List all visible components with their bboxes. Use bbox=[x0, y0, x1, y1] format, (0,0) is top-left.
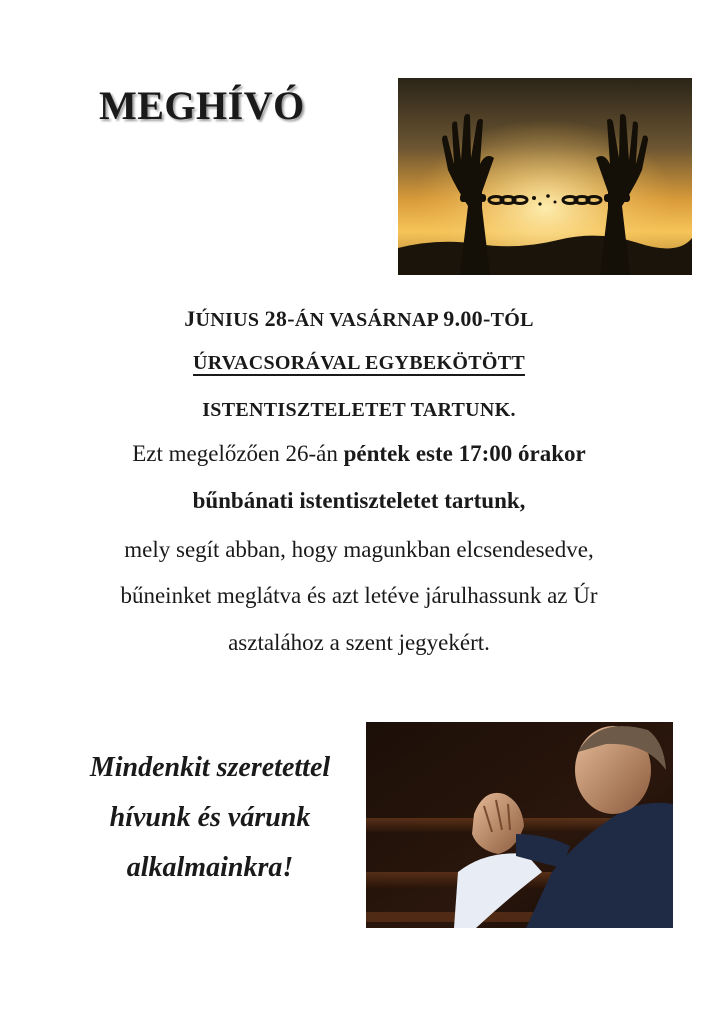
description-line-2: bűneinket meglátva és azt letéve járulhassunk az Úr bbox=[120, 583, 598, 608]
date-part-2: 28-ÁN VASÁRNAP bbox=[264, 306, 444, 331]
praying-man-image bbox=[366, 722, 673, 928]
invite-line-2: hívunk és várunk bbox=[109, 802, 311, 833]
broken-chain-hands-image bbox=[398, 78, 692, 275]
description-line-3: asztalához a szent jegyekért. bbox=[228, 630, 490, 655]
date-line bbox=[0, 306, 718, 332]
repentance-service-line: bűnbánati istentiszteletet tartunk, bbox=[192, 488, 526, 513]
communion-line: ÚRVACSORÁVAL EGYBEKÖTÖTT bbox=[193, 352, 525, 374]
service-line: ISTENTISZTELETET TARTUNK. bbox=[202, 399, 516, 421]
invite-line-3: alkalmainkra! bbox=[126, 852, 294, 883]
page-title: MEGHÍVÓ bbox=[99, 83, 305, 128]
date-part-3: 9.00-TÓL bbox=[443, 306, 534, 331]
invite-line-1: Mindenkit szeretettel bbox=[89, 752, 331, 783]
date-part-1: JÚNIUS bbox=[184, 306, 265, 331]
description-line-1: mely segít abban, hogy magunkban elcsendesedve, bbox=[124, 537, 594, 562]
friday-intro-line: Ezt megelőzően 26-án péntek este 17:00 órakor bbox=[132, 441, 586, 466]
